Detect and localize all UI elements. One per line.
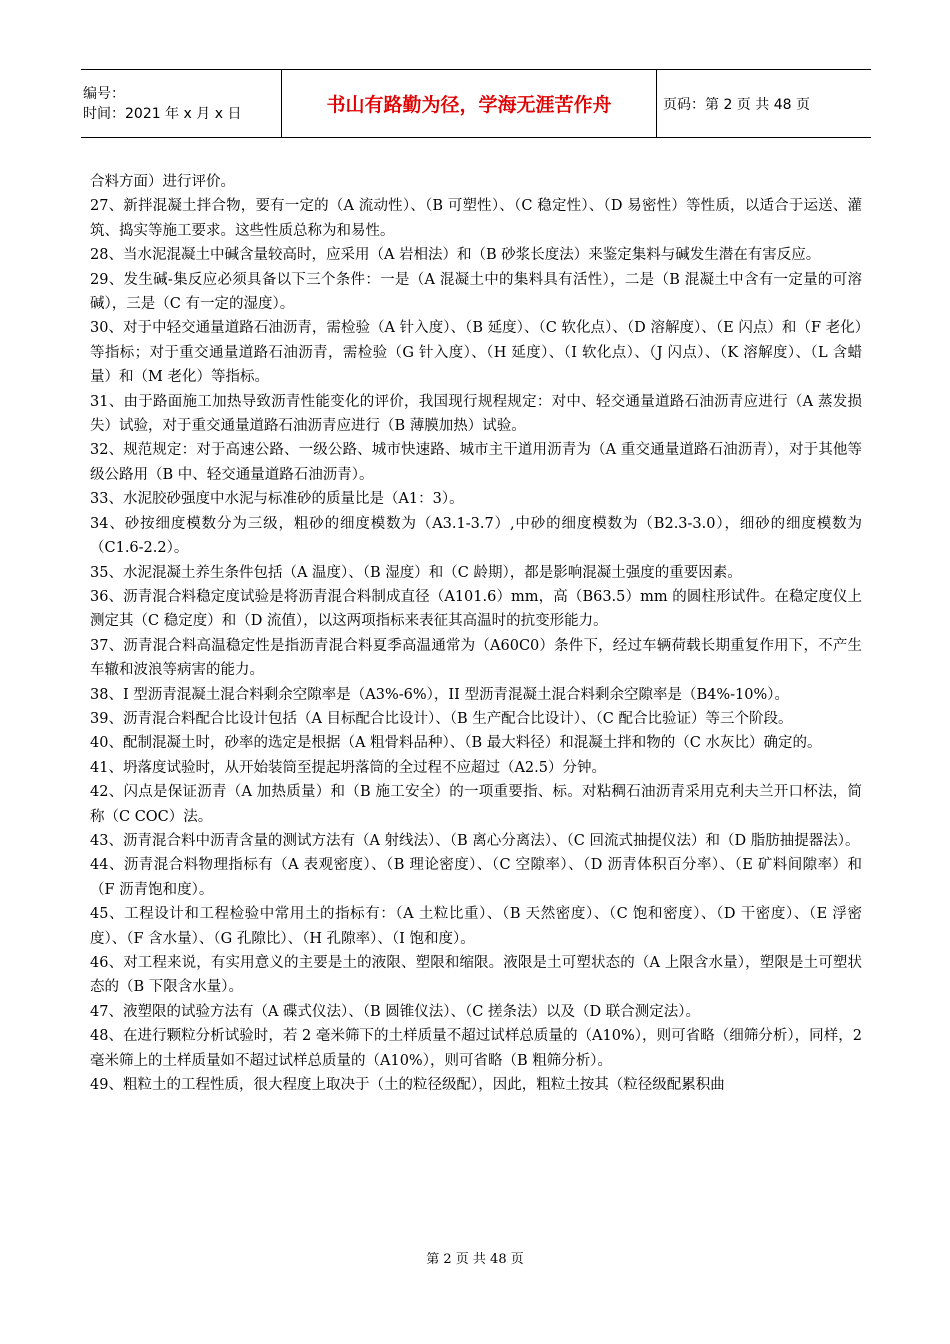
- paragraph: 31、由于路面施工加热导致沥青性能变化的评价，我国现行规程规定：对中、轻交通量道路石油沥青应进行（A 蒸发损失）试验，对于重交通量道路石油沥青应进行（B 薄膜加热）试验。: [90, 393, 862, 435]
- header-motto: [282, 70, 657, 137]
- paragraph: 29、发生碱-集反应必须具备以下三个条件：一是（A 混凝土中的集料具有活性），二是（B 混凝土中含有一定量的可溶碱），三是（C 有一定的湿度）。: [90, 271, 862, 313]
- paragraph: 48、在进行颗粒分析试验时，若 2 毫米筛下的土样质量不超过试样总质量的（A10%），则可省略（细筛分析），同样，2 毫米筛上的土样质量如不超过试样总质量的（A10%），则可省略（B 粗筛分析）。: [90, 1028, 862, 1069]
- paragraph: 36、沥青混合料稳定度试验是将沥青混合料制成直径（A101.6）mm，高（B63.5）mm 的圆柱形试件。在稳定度仪上测定其（C 稳定度）和（D 流值），以这两项指标来表征其高温时的抗变形能力。: [90, 588, 862, 630]
- paragraph: 32、规范规定：对于高速公路、一级公路、城市快速路、城市主干道用沥青为（A 重交通量道路石油沥青），对于其他等级公路用（B 中、轻交通量道路石油沥青）。: [90, 442, 862, 483]
- paragraph: 40、配制混凝土时，砂率的选定是根据（A 粗骨料品种）、（B 最大料径）和混凝土拌和物的（C 水灰比）确定的。: [90, 735, 822, 752]
- paragraph: 44、沥青混合料物理指标有（A 表观密度）、（B 理论密度）、（C 空隙率）、（D 沥青体积百分率）、（E 矿料间隙率）和（F 沥青饱和度）。: [90, 857, 862, 898]
- paragraph: 47、液塑限的试验方法有（A 碟式仪法）、（B 圆锥仪法）、（C 搓条法）以及（D 联合测定法）。: [90, 1003, 700, 1020]
- page-header: [81, 69, 871, 138]
- page-number-info: 页码：第 2 页 共 48 页: [663, 96, 810, 113]
- paragraph: 34、砂按细度模数分为三级，粗砂的细度模数为（A3.1-3.7）,中砂的细度模数为（B2.3-3.0），细砂的细度模数为（C1.6-2.2）。: [90, 515, 862, 557]
- paragraph: 43、沥青混合料中沥青含量的测试方法有（A 射线法）、（B 离心分离法）、（C 回流式抽提仪法）和（D 脂肪抽提器法）。: [90, 832, 860, 849]
- paragraph: 33、水泥胶砂强度中水泥与标准砂的质量比是（A1：3）。: [90, 491, 464, 508]
- paragraph: 49、粗粒土的工程性质，很大程度上取决于（土的粒径级配），因此，粗粒土按其（粒径级配累积曲: [90, 1077, 725, 1094]
- paragraph: 46、对工程来说，有实用意义的主要是土的液限、塑限和缩限。液限是土可塑状态的（A 上限含水量），塑限是土可塑状态的（B 下限含水量）。: [90, 955, 862, 996]
- page-footer: [0, 1248, 950, 1267]
- document-date: 时间：2021 年 x 月 x 日: [83, 105, 242, 122]
- paragraph: 45、工程设计和工程检验中常用土的指标有：（A 土粒比重）、（B 天然密度）、（C 饱和密度）、（D 干密度）、（E 浮密度）、（F 含水量）、（G 孔隙比）、（H 孔隙率）、（I 饱和度）。: [90, 906, 862, 947]
- paragraph: 37、沥青混合料高温稳定性是指沥青混合料夏季高温通常为（A60C0）条件下，经过车辆荷载长期重复作用下，不产生车辙和波浪等病害的能力。: [90, 637, 862, 679]
- document-body: [90, 170, 862, 1097]
- paragraph: 42、闪点是保证沥青（A 加热质量）和（B 施工安全）的一项重要指、标。对粘稠石油沥青采用克利夫兰开口杯法，简称（C COC）法。: [90, 784, 862, 825]
- paragraph: 27、新拌混凝土拌合物，要有一定的（A 流动性）、（B 可塑性）、（C 稳定性）、（D 易密性）等性质，以适合于运送、灌筑、捣实等施工要求。这些性质总称为和易性。: [90, 198, 862, 239]
- motto-text: 书山有路勤为径，学海无涯苦作舟: [326, 94, 612, 116]
- paragraph: 39、沥青混合料配合比设计包括（A 目标配合比设计）、（B 生产配合比设计）、（C 配合比验证）等三个阶段。: [90, 710, 793, 727]
- paragraph: 38、I 型沥青混凝土混合料剩余空隙率是（A3%-6%），II 型沥青混凝土混合料剩余空隙率是（B4%-10%）。: [90, 686, 790, 703]
- header-page-info: [657, 70, 871, 137]
- paragraph: 28、当水泥混凝土中碱含量较高时，应采用（A 岩相法）和（B 砂浆长度法）来鉴定集料与碱发生潜在有害反应。: [90, 247, 821, 264]
- paragraph: 35、水泥混凝土养生条件包括（A 温度）、（B 湿度）和（C 龄期），都是影响混凝土强度的重要因素。: [90, 564, 742, 581]
- paragraph: 30、对于中轻交通量道路石油沥青，需检验（A 针入度）、（B 延度）、（C 软化点）、（D 溶解度）、（E 闪点）和（F 老化）等指标；对于重交通量道路石油沥青，需检验（G 针入度）、（H 延度）、（I 软化点）、（J 闪点）、（K 溶解度）、（L 含蜡量）和（M 老化）等指标。: [90, 320, 862, 386]
- paragraph: 合料方面）进行评价。: [90, 174, 235, 190]
- footer-page-number: 第 2 页 共 48 页: [426, 1252, 524, 1267]
- document-number-label: 编号：: [83, 85, 125, 102]
- header-meta: [81, 70, 282, 137]
- paragraph: 41、坍落度试验时，从开始装筒至提起坍落筒的全过程不应超过（A2.5）分钟。: [90, 759, 606, 776]
